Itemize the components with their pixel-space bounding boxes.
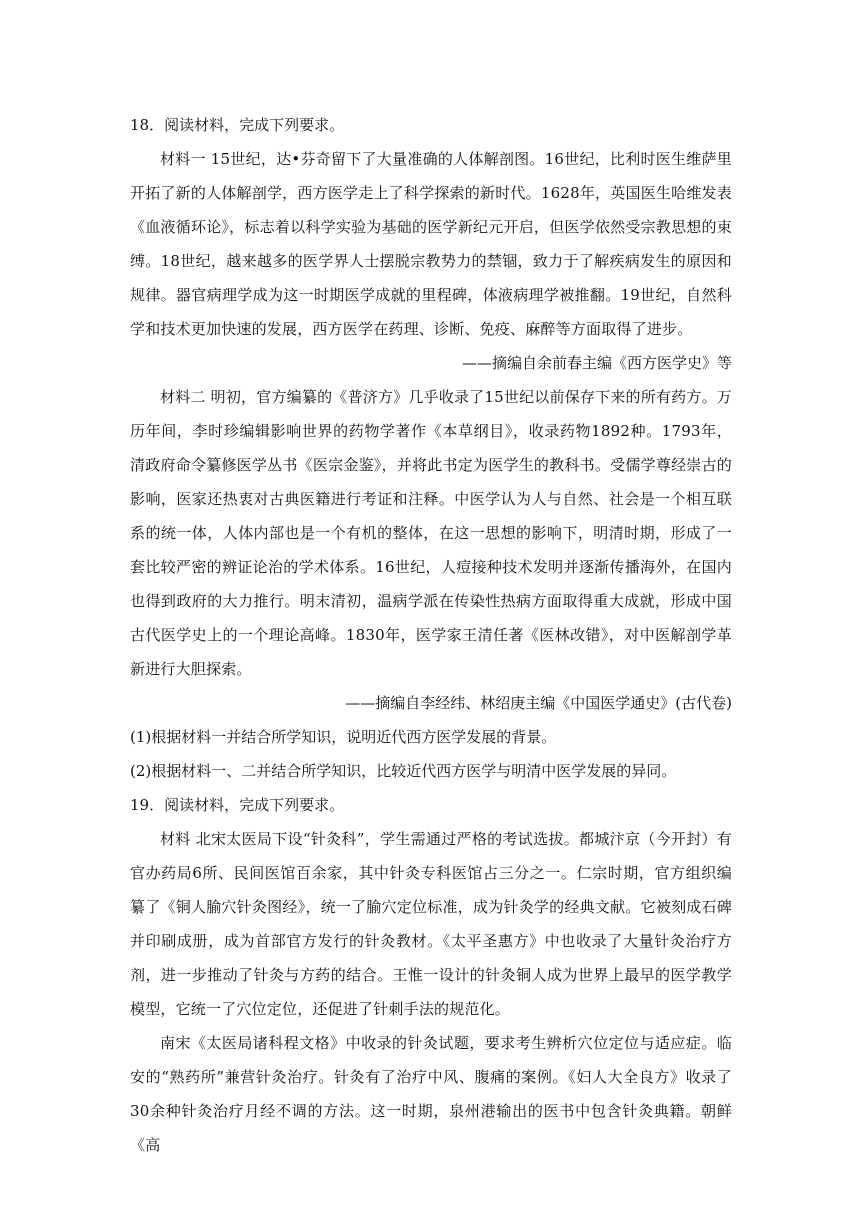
- q18-subquestion-1: (1)根据材料一并结合所学知识，说明近代西方医学发展的背景。: [130, 728, 557, 746]
- q18-material-1: 材料一 15世纪，达•芬奇留下了大量准确的人体解剖图。16世纪，比利时医生维萨里开拓了新的人体解剖学，西方医学走上了科学探索的新时代。1628年，英国医生哈维发表《血液循环论》，标志着以科学实验为基础的医学新纪元开启，但医学依然受宗教思想的束缚。18世纪，越来越多的医学界人士摆脱宗教势力的禁锢，致力于了解疾病发生的原因和规律。器官病理学成为这一时期医学成就的里程碑，体液病理学被推翻。19世纪，自然科学和技术更加快速的发展，西方医学在药理、诊断、免疫、麻醉等方面取得了进步。: [130, 150, 732, 338]
- q18-source-2: ——摘编自李经纬、林绍庚主编《中国医学通史》(古代卷): [345, 694, 732, 712]
- question-19-title: 19．阅读材料，完成下列要求。: [130, 796, 345, 814]
- q19-material-paragraph-1: 材料 北宋太医局下设“针灸科”，学生需通过严格的考试选拔。都城汴京（今开封）有官办药局6所、民间医馆百余家，其中针灸专科医馆占三分之一。仁宗时期，官方组织编纂了《铜人腧穴针灸图经》，统一了腧穴定位标准，成为针灸学的经典文献。它被刻成石碑并印刷成册，成为首部官方发行的针灸教材。《太平圣惠方》中也收录了大量针灸治疗方剂，进一步推动了针灸与方药的结合。王惟一设计的针灸铜人成为世界上最早的医学教学模型，它统一了穴位定位，还促进了针刺手法的规范化。: [130, 830, 732, 1018]
- q18-subquestion-2: (2)根据材料一、二并结合所学知识，比较近代西方医学与明清中医学发展的异同。: [130, 762, 677, 780]
- q19-material-paragraph-2: 南宋《太医局诸科程文格》中收录的针灸试题，要求考生辨析穴位定位与适应症。临安的“熟药所”兼营针灸治疗。针灸有了治疗中风、腹痛的案例。《妇人大全良方》收录了30余种针灸治疗月经不调的方法。这一时期，泉州港输出的医书中包含针灸典籍。朝鲜《高: [130, 1034, 732, 1154]
- q18-source-1: ——摘编自余前春主编《西方医学史》等: [461, 354, 732, 372]
- question-18-title: 18．阅读材料，完成下列要求。: [130, 116, 345, 134]
- q18-material-2: 材料二 明初，官方编纂的《普济方》几乎收录了15世纪以前保存下来的所有药方。万历年间，李时珍编辑影响世界的药物学著作《本草纲目》，收录药物1892种。1793年，清政府命令纂修医学丛书《医宗金鉴》，并将此书定为医学生的教科书。受儒学尊经崇古的影响，医家还热衷对古典医籍进行考证和注释。中医学认为人与自然、社会是一个相互联系的统一体，人体内部也是一个有机的整体，在这一思想的影响下，明清时期，形成了一套比较严密的辨证论治的学术体系。16世纪，人痘接种技术发明并逐渐传播海外，在国内也得到政府的大力推行。明末清初，温病学派在传染性热病方面取得重大成就，形成中国古代医学史上的一个理论高峰。1830年，医学家王清任著《医林改错》，对中医解剖学革新进行大胆探索。: [130, 388, 732, 678]
